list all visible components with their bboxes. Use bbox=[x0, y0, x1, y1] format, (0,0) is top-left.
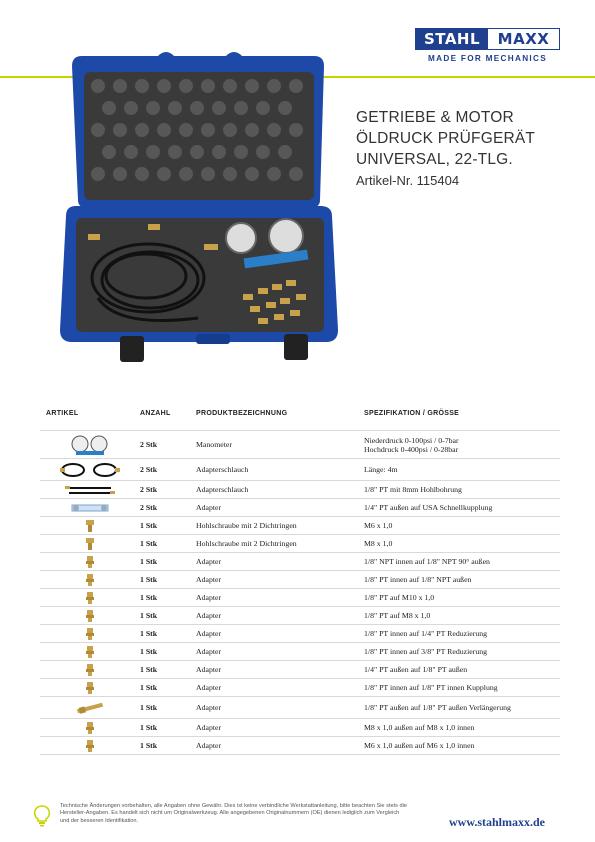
article-number: Artikel-Nr. 115404 bbox=[356, 173, 460, 188]
row-spec: 1/8" PT außen auf 1/8" PT außen Verlängerung bbox=[364, 703, 511, 712]
row-name: Manometer bbox=[196, 440, 232, 449]
parts-table bbox=[40, 410, 560, 755]
row-spec bbox=[364, 436, 560, 454]
header-bezeichnung: PRODUKTBEZEICHNUNG bbox=[196, 410, 288, 417]
row-spec: M8 x 1,0 bbox=[364, 539, 393, 548]
table-row bbox=[40, 459, 560, 481]
brass-fitting-icon bbox=[40, 739, 140, 753]
table-header bbox=[40, 410, 560, 430]
row-spec: 1/8" PT mit 8mm Hohlbohrung bbox=[364, 485, 462, 494]
brass-fitting-icon bbox=[40, 663, 140, 677]
header-spezifikation: SPEZIFIKATION / GRÖSSE bbox=[364, 410, 460, 417]
row-qty: 2 Stk bbox=[140, 485, 158, 494]
table-row bbox=[40, 517, 560, 535]
row-spec: 1/4" PT außen auf USA Schnellkupplung bbox=[364, 503, 493, 512]
banjo-bolt-icon bbox=[40, 519, 140, 533]
row-name: Hohlschraube mit 2 Dichtringen bbox=[196, 521, 297, 530]
brand-logo bbox=[415, 28, 560, 63]
row-qty: 1 Stk bbox=[140, 611, 158, 620]
row-spec-line-2: Hochdruck 0-400psi / 0-28bar bbox=[364, 444, 459, 454]
row-spec: 1/8" PT innen auf 1/4" PT Reduzierung bbox=[364, 629, 488, 638]
row-name: Adapter bbox=[196, 575, 222, 584]
row-qty: 1 Stk bbox=[140, 593, 158, 602]
banjo-bolt-icon bbox=[40, 537, 140, 551]
table-row bbox=[40, 679, 560, 697]
product-title bbox=[356, 107, 576, 170]
table-row bbox=[40, 643, 560, 661]
table-row bbox=[40, 625, 560, 643]
row-qty: 1 Stk bbox=[140, 703, 158, 712]
row-qty: 1 Stk bbox=[140, 723, 158, 732]
row-spec: 1/8" PT innen auf 1/8" NPT außen bbox=[364, 575, 472, 584]
row-qty: 1 Stk bbox=[140, 629, 158, 638]
lightbulb-icon bbox=[33, 805, 51, 827]
table-row bbox=[40, 571, 560, 589]
website-link[interactable]: www.stahlmaxx.de bbox=[449, 815, 546, 829]
table-row bbox=[40, 553, 560, 571]
row-qty: 2 Stk bbox=[140, 503, 158, 512]
title-line-1: GETRIEBE & MOTOR bbox=[356, 109, 514, 126]
row-name: Adapter bbox=[196, 683, 222, 692]
row-qty: 1 Stk bbox=[140, 683, 158, 692]
row-name: Adapter bbox=[196, 629, 222, 638]
row-spec: 1/8" PT innen auf 1/8" PT innen Kupplung bbox=[364, 683, 498, 692]
row-name: Adapter bbox=[196, 611, 222, 620]
title-line-2: ÖLDRUCK PRÜFGERÄT bbox=[356, 130, 536, 147]
brass-fitting-icon bbox=[40, 555, 140, 569]
row-qty: 1 Stk bbox=[140, 647, 158, 656]
adapter-bar-icon bbox=[40, 502, 140, 514]
row-spec: M6 x 1,0 bbox=[364, 521, 393, 530]
row-spec: 1/8" PT auf M8 x 1,0 bbox=[364, 611, 431, 620]
row-spec: M6 x 1,0 außen auf M6 x 1,0 innen bbox=[364, 741, 475, 750]
gauge-pair-icon bbox=[40, 434, 140, 456]
table-row bbox=[40, 607, 560, 625]
logo-stahl: STAHL bbox=[416, 29, 488, 49]
brass-fitting-icon bbox=[40, 627, 140, 641]
row-name: Hohlschraube mit 2 Dichtringen bbox=[196, 539, 297, 548]
row-spec: 1/8" PT auf M10 x 1,0 bbox=[364, 593, 435, 602]
row-qty: 1 Stk bbox=[140, 539, 158, 548]
row-qty: 1 Stk bbox=[140, 557, 158, 566]
table-row bbox=[40, 719, 560, 737]
row-spec: 1/8" PT innen auf 3/8" PT Reduzierung bbox=[364, 647, 488, 656]
table-row bbox=[40, 481, 560, 499]
brass-fitting-icon bbox=[40, 681, 140, 695]
logo-maxx: MAXX bbox=[488, 29, 559, 49]
row-name: Adapter bbox=[196, 703, 222, 712]
title-line-3: UNIVERSAL, 22-TLG. bbox=[356, 151, 513, 168]
row-qty: 2 Stk bbox=[140, 440, 158, 449]
row-spec: 1/4" PT außen auf 1/8" PT außen bbox=[364, 665, 468, 674]
brass-fitting-icon bbox=[40, 609, 140, 623]
table-row bbox=[40, 499, 560, 517]
logo-box bbox=[415, 28, 560, 50]
row-qty: 2 Stk bbox=[140, 465, 158, 474]
row-name: Adapter bbox=[196, 593, 222, 602]
table-row bbox=[40, 431, 560, 459]
row-spec: M8 x 1,0 außen auf M8 x 1,0 innen bbox=[364, 723, 475, 732]
header-artikel: ARTIKEL bbox=[46, 410, 79, 417]
brass-fitting-icon bbox=[40, 573, 140, 587]
row-qty: 1 Stk bbox=[140, 665, 158, 674]
brass-fitting-icon bbox=[40, 721, 140, 735]
header-anzahl: ANZAHL bbox=[140, 410, 171, 417]
brass-extension-icon bbox=[40, 701, 140, 715]
row-spec: 1/8" NPT innen auf 1/8" NPT 90° außen bbox=[364, 557, 490, 566]
row-name: Adapter bbox=[196, 741, 222, 750]
hose-coil-icon bbox=[40, 462, 140, 478]
row-qty: 1 Stk bbox=[140, 741, 158, 750]
brass-fitting-icon bbox=[40, 645, 140, 659]
table-row bbox=[40, 737, 560, 755]
disclaimer-text: Technische Änderungen vorbehalten, alle Angaben ohne Gewähr. Dies ist keine verbindliche Werkstattanleitung, bitte beachten Sie stets die Hersteller-Angaben. Es handelt sich nicht um Originalwerkzeug. Alle angegebenen Originalnummern (OE) dienen lediglich zum Vergleich und der besseren Identifikation. bbox=[60, 803, 407, 824]
table-row bbox=[40, 697, 560, 719]
row-qty: 1 Stk bbox=[140, 575, 158, 584]
table-row bbox=[40, 535, 560, 553]
row-name: Adapter bbox=[196, 723, 222, 732]
logo-tagline: MADE FOR MECHANICS bbox=[428, 54, 547, 63]
table-row bbox=[40, 661, 560, 679]
row-name: Adapter bbox=[196, 557, 222, 566]
row-spec-line-1: Niederdruck 0-100psi / 0-7bar bbox=[364, 435, 459, 445]
row-qty: 1 Stk bbox=[140, 521, 158, 530]
row-name: Adapter bbox=[196, 647, 222, 656]
row-name: Adapter bbox=[196, 503, 222, 512]
table-row bbox=[40, 589, 560, 607]
product-case-image bbox=[58, 48, 340, 368]
row-name: Adapterschlauch bbox=[196, 465, 249, 474]
brass-fitting-icon bbox=[40, 591, 140, 605]
hose-short-icon bbox=[40, 484, 140, 496]
row-spec: Länge: 4m bbox=[364, 465, 398, 474]
row-name: Adapter bbox=[196, 665, 222, 674]
row-name: Adapterschlauch bbox=[196, 485, 249, 494]
